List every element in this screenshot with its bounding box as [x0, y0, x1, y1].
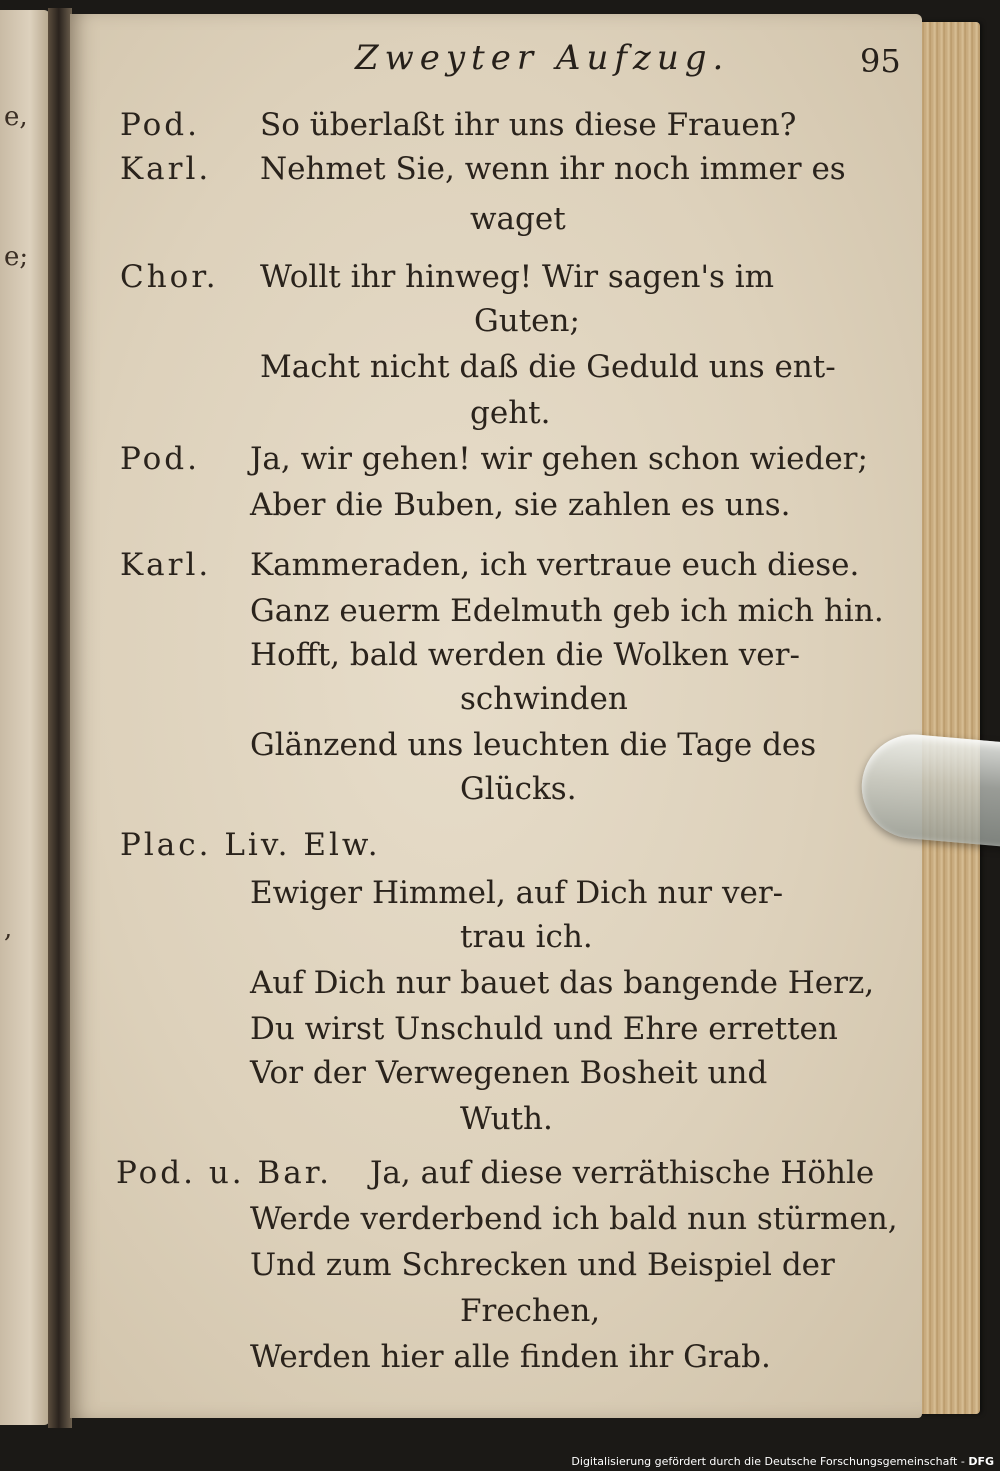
verse-line: Vor der Verwegenen Bosheit und: [250, 1055, 768, 1091]
verse-line: Du wirst Unschuld und Ehre erretten: [250, 1011, 838, 1047]
page-header-title: Zweyter Aufzug.: [355, 38, 730, 78]
verse-line: Wollt ihr hinweg! Wir sagen's im: [260, 259, 775, 295]
verse-line: Ewiger Himmel, auf Dich nur ver-: [250, 875, 784, 911]
verse-line: Kammeraden, ich vertraue euch diese.: [250, 547, 860, 583]
speaker-label: Chor.: [120, 259, 219, 295]
speaker-label: Pod. u. Bar.: [116, 1155, 333, 1191]
book-gutter: [48, 8, 72, 1428]
funding-credit: [571, 1455, 994, 1468]
speaker-label: Plac. Liv. Elw.: [120, 827, 381, 863]
verse-line: Aber die Buben, sie zahlen es uns.: [250, 487, 791, 523]
verse-line: Ja, wir gehen! wir gehen schon wieder;: [250, 441, 868, 477]
left-page-fragment: e,: [4, 102, 28, 132]
verse-line: Glücks.: [460, 771, 577, 807]
speaker-label: Karl.: [120, 547, 212, 583]
verse-line: Macht nicht daß die Geduld uns ent-: [260, 349, 836, 385]
verse-line: trau ich.: [460, 919, 593, 955]
page-number: 95: [860, 42, 901, 80]
verse-line: Werde verderbend ich bald nun stürmen,: [250, 1201, 898, 1237]
left-page-fragment: ,: [4, 914, 13, 944]
verse-line: Und zum Schrecken und Beispiel der: [250, 1247, 835, 1283]
speaker-label: Pod.: [120, 441, 200, 477]
verse-line: schwinden: [460, 681, 628, 717]
verse-line: Wuth.: [460, 1101, 553, 1137]
verse-line: Nehmet Sie, wenn ihr noch immer es: [260, 151, 846, 187]
verse-line: So überlaßt ihr uns diese Frauen?: [260, 107, 797, 143]
speaker-label: Karl.: [120, 151, 212, 187]
left-facing-page: [0, 10, 50, 1425]
left-page-fragment: e;: [4, 242, 29, 272]
verse-line: Glänzend uns leuchten die Tage des: [250, 727, 817, 763]
dfg-logo: DFG: [968, 1455, 994, 1468]
verse-line: Werden hier alle finden ihr Grab.: [250, 1339, 771, 1375]
verse-line: Ganz euerm Edelmuth geb ich mich hin.: [250, 593, 884, 629]
verse-line: waget: [470, 201, 566, 237]
verse-line: Auf Dich nur bauet das bangende Herz,: [250, 965, 875, 1001]
verse-line: geht.: [470, 395, 551, 431]
funding-text: Digitalisierung gefördert durch die Deutsche Forschungsgemeinschaft -: [571, 1455, 965, 1468]
verse-line: Hofft, bald werden die Wolken ver-: [250, 637, 800, 673]
book-page: [70, 14, 922, 1418]
verse-line: Guten;: [474, 303, 580, 339]
verse-line: Frechen,: [460, 1293, 601, 1329]
speaker-label: Pod.: [120, 107, 200, 143]
page-edges: [918, 22, 980, 1414]
verse-line: Ja, auf diese verräthische Höhle: [370, 1155, 875, 1191]
